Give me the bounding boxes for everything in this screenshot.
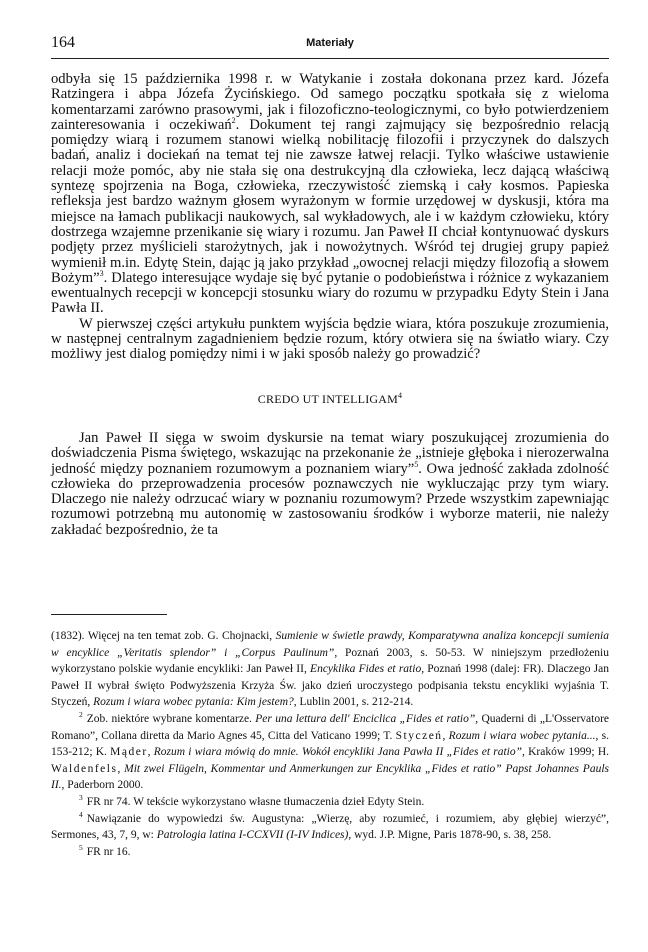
footnote-3: $^3$ FR nr 74. W tekście wykorzystano własne tłumaczenia dzieł Edyty Stein.	[79, 793, 425, 808]
footnote-rule	[51, 614, 167, 615]
footnote-1-continued: (1832). Więcej na ten temat zob. G. Chojnacki, Sumienie w świetle prawdy, Komparatywna analiza koncepcji sumienia w encyklice „Veritatis splendor” i „Corpus Paulinum”, Poznań 2003, s. 50-53. W niniejszym przedłożeniu wykorzystano polskie wydanie encykliki: Jan Paweł II, Encyklika Fides et ratio, Poznań 1998 (dalej: FR). Dlaczego Jan Paweł II wybrał święto Podwyższenia Krzyża Św. jako dzień uroczystego podpisania tekstu encykliki wyjaśnia T. Styczeń, Rozum i wiara wobec pytania: Kim jestem?, Lublin 2001, s. 212-214.	[51, 630, 609, 709]
main-text	[51, 72, 609, 538]
paragraph-3: Jan Paweł II sięga w swoim dyskursie na temat wiary poszukującej zrozumienia do doświadczenia Pisma świętego, wskazując na przekonanie że „istnieje głęboka i nierozerwalna jedność między poznaniem rozumowym a poznaniem wiary”$^5$. Owa jedność zakłada zdolność człowieka do przeprowadzenia procesów poznawczych nie wykluczając przy tym wiary. Dlaczego nie należy odrzucać wiary w poznaniu rozumowym? Przede wszystkim zapewniając rozumowi potrzebną mu autonomię w zastosowaniu środków i wyborze materii, nie należy zakładać bezpośrednio, że ta	[51, 429, 609, 538]
footnotes	[51, 628, 609, 860]
page-header	[51, 34, 609, 56]
footnote-ref-2: 2	[231, 116, 236, 126]
footnote-ref-4: 4	[398, 390, 403, 400]
footnote-2: $^2$ Zob. niektóre wybrane komentarze. Per una lettura dell' Enciclica „Fides et ratio”, Quaderni di „L'Osservatore Romano”, Collana diretta da Mario Agnes 45, Citta del Vaticano 1999; T. Styczeń, Rozum i wiara wobec pytania..., s. 153-212; K. Mąder, Rozum i wiara mówią do mnie. Wokół encykliki Jana Pawła II „Fides et ratio”, Kraków 1999; H. Waldenfels, Mit zwei Flügeln, Kommentar und Anmerkungen zur Encyklika „Fides et ratio” Papst Johannes Pauls II., Paderborn 2000.	[51, 710, 610, 792]
footnote-ref-3: 3	[99, 269, 104, 278]
paragraph-2: W pierwszej części artykułu punktem wyjścia będzie wiara, która poszukuje zrozumienia, w następnej centralnym zagadnieniem będzie rozum, który otwiera się na światło wiary. Czy możliwy jest dialog pomiędzy nimi i w jaki sposób należy go prowadzić?	[51, 315, 609, 363]
footnote-5: $^5$ FR nr 16.	[79, 842, 131, 858]
footnote-ref-5: 5	[414, 459, 419, 469]
paragraph-1: odbyła się 15 października 1998 r. w Watykanie i została dokonana przez kard. Józefa Ratzingera i abpa Józefa Życińskiego. Od samego początku spotkała się z wieloma komentarzami zarówno prasowymi, jak i filozoficzno-teologicznymi, co było potwierdzeniem zainteresowania i oczekiwań$^2$. Dokument tej rangi zajmujący się bezpośrednio relacją pomiędzy wiarą i rozumem stanowi wielką nobilitację filozofii i przyczynek do dalszych badań, analiz i dociekań na temat tej nie zawsze łatwej relacji. Tylko właściwe ustawienie relacji może pomóc, aby nie stała się ona destrukcyjną dla człowieka, lecz dającą właściwą syntezę spojrzenia na Boga, człowieka, rzeczywistość ziemską i cały kosmos. Papieska refleksja jest bardzo ważnym głosem wyrażonym w formie urzędowej w dyskusji, która ma miejsce na łamach publikacji naukowych, sal wykładowych, ale i w każdym człowieku, który dostrzega wzajemne przenikanie się wiary i rozumu. Jan Paweł II chciał kontynuować dyskurs podjęty przez myślicieli starożytnych, jak i nowożytnych. Wśród tej drugiej grupy papież wymienił m.in. Edytę Stein, dając ją jako przykład „owocnej relacji między filozofią a słowem Bożym”$^3$. Dlatego interesujące wydaje się być pytanie o podobieństwa i różnice z wykazaniem ewentualnych recepcji w koncepcji stosunku wiary do rozumu w przypadku Edyty Stein i Jana Pawła II.	[51, 71, 609, 317]
running-title: Materiały	[306, 37, 354, 49]
section-heading: CREDO UT INTELLIGAM$^4$	[257, 390, 403, 406]
header-rule	[51, 58, 609, 59]
page-number: 164	[51, 34, 75, 51]
footnote-4: $^4$ Nawiązanie do wypowiedzi św. Augustyna: „Wierzę, aby rozumieć, i rozumiem, aby głębiej wierzyć”, Sermones, 43, 7, 9, w: Patrologia latina I-CCXVII (I-IV Indices), wyd. J.P. Migne, Paris 1878-90, s. 38, 258.	[51, 809, 609, 842]
